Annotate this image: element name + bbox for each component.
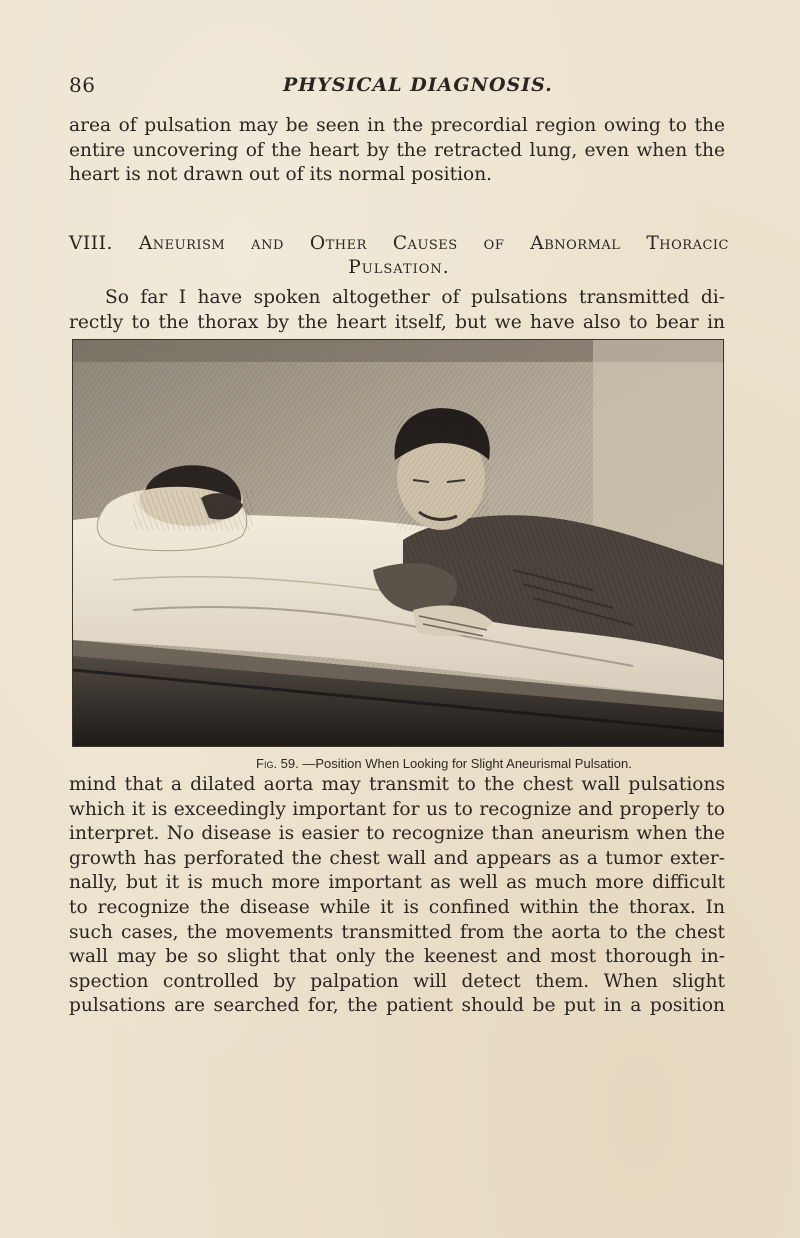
- text-line: such cases, the movements transmitted from the aorta to the chest: [69, 921, 725, 943]
- section-heading: [69, 232, 729, 280]
- paragraph-1: [69, 114, 725, 188]
- text-line: to recognize the disease while it is confined within the thorax. In: [69, 896, 725, 918]
- section-heading-line-2: Pulsation.: [348, 257, 450, 278]
- text-line: entire uncovering of the heart by the retracted lung, even when the: [69, 139, 725, 161]
- text-line: mind that a dilated aorta may transmit to the chest wall pulsations: [69, 774, 725, 795]
- text-line: rectly to the thorax by the heart itself, but we have also to bear in: [69, 311, 725, 333]
- text-line: nally, but it is much more important as well as much more difficult: [69, 872, 725, 894]
- text-line: which it is exceedingly important for us to recognize and properly to: [69, 798, 725, 820]
- paragraph-3: [69, 773, 725, 1019]
- page-number: 86: [69, 73, 96, 97]
- text-line: spection controlled by palpation will detect them. When slight: [69, 970, 725, 992]
- text-line: So far I have spoken altogether of pulsations transmitted di-: [105, 287, 725, 308]
- engraving-image: [73, 340, 723, 746]
- figure-caption-text: —Position When Looking for Slight Aneurismal Pulsation.: [302, 756, 632, 771]
- paragraph-2: [69, 286, 725, 335]
- figure-illustration: [72, 339, 724, 747]
- text-line: pulsations are searched for, the patient should be put in a position: [69, 995, 725, 1017]
- text-line: interpret. No disease is easier to recognize than aneurism when the: [69, 823, 725, 845]
- text-line: wall may be so slight that only the keenest and most thorough in-: [69, 946, 725, 968]
- section-heading-line-1: VIII. Aneurism and Other Causes of Abnormal Thoracic: [69, 233, 729, 254]
- figure-label: Fig. 59.: [256, 756, 299, 771]
- figure-caption: [256, 756, 632, 771]
- text-line: growth has perforated the chest wall and appears as a tumor exter-: [69, 847, 725, 869]
- running-title: PHYSICAL DIAGNOSIS.: [283, 74, 553, 96]
- text-line: heart is not drawn out of its normal position.: [69, 164, 493, 186]
- text-line: area of pulsation may be seen in the precordial region owing to the: [69, 115, 725, 136]
